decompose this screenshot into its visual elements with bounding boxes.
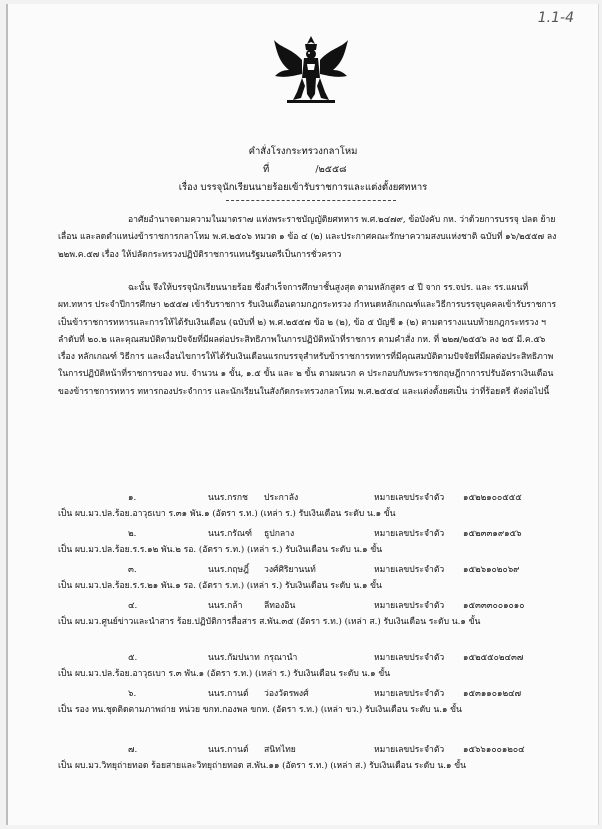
entry-detail: เป็น ผบ.มว.ปล.ร้อย.อาวุธเบา ร.๓๑ พัน.๑ (อัตรา ร.ท.) (เหล่า ร.) รับเงินเดือน ระดับ น.๑ ขั้น	[58, 509, 396, 519]
entry-id-label: หมายเลขประจำตัว	[374, 493, 445, 503]
entry-detail: เป็น ผบ.มว.ปล.ร้อย.ร.ร.๒๑ พัน.๑ รอ. (อัตรา ร.ท.) (เหล่า ร.) รับเงินเดือน ระดับ น.๑ ขั้น	[58, 581, 382, 591]
entry-name: นนร.กานต์	[208, 689, 249, 699]
appointee-entry	[58, 598, 558, 630]
appointee-entry	[58, 490, 558, 522]
entry-lastname: สนิทไทย	[264, 745, 296, 755]
entry-id: ๑๕๒๕๕๐๒๔๓๗	[463, 653, 524, 663]
appointee-entry	[58, 650, 558, 682]
entry-id-label: หมายเลขประจำตัว	[374, 653, 445, 663]
entry-detail: เป็น ผบ.มว.ปล.ร้อย.ร.ร.๑๒ พัน.๒ รอ. (อัตรา ร.ท.) (เหล่า ร.) รับเงินเดือน ระดับ น.๑ ขั้น	[58, 545, 383, 555]
appointee-entry	[58, 526, 558, 558]
entry-detail: เป็น รอง หน.ชุดติดตามภาพถ่าย หน่วย ขกท.กองพล ขกท. (อัตรา ร.ท.) (เหล่า ขว.) รับเงินเดือน ระดับ น.๑ ขั้น	[58, 705, 462, 715]
document-page	[6, 4, 599, 825]
entry-number: ๖.	[128, 689, 137, 699]
order-number-value: /๒๕๕๘	[315, 164, 347, 175]
order-subject: เรื่อง บรรจุนักเรียนนายร้อยเข้ารับราชการและแต่งตั้งยศทหาร	[178, 182, 428, 193]
entry-name: นนร.กฤษฎิ์	[208, 565, 249, 575]
entry-number: ๒.	[128, 529, 137, 539]
entry-id-label: หมายเลขประจำตัว	[374, 689, 445, 699]
entry-lastname: กรุณานำ	[264, 653, 298, 663]
entry-id-label: หมายเลขประจำตัว	[374, 745, 445, 755]
entry-id: ๑๕๒๖๑๐๒๐๖๙	[463, 565, 520, 575]
appointee-entry	[58, 686, 558, 718]
entry-number: ๑.	[128, 493, 137, 503]
garuda-emblem-icon	[271, 34, 351, 108]
entry-id: ๑๕๖๖๑๐๐๑๒๐๔	[463, 745, 525, 755]
entry-name: นนร.กรกช	[208, 493, 248, 503]
entry-lastname: ประกาลัง	[264, 493, 299, 503]
entry-id-label: หมายเลขประจำตัว	[374, 565, 445, 575]
order-number	[263, 162, 383, 177]
entry-name: นนร.กัมปนาท	[208, 653, 260, 663]
entry-detail: เป็น ผบ.มว.ศูนย์ข่าวและนำสาร ร้อย.ปฏิบัติการสื่อสาร ส.พัน.๓๕ (อัตรา ร.ท.) (เหล่า ส.) รับเงินเดือน ระดับ น.๑ ขั้น	[58, 617, 481, 627]
paragraph-authority: อาศัยอำนาจตามความในมาตรา๗ แห่งพระราชบัญญัติยศทหาร พ.ศ.๒๔๗๙, ข้อบังคับ กห. ว่าด้วยการบรรจุ ปลด ย้าย เลื่อน และลดตำแหน่งข้าราชการกลาโหม พ.ศ.๒๕๐๖ หมวด ๑ ข้อ ๔ (๒) และประกาศคณะรักษาความสงบแห่งชาติ ฉบับที่ ๑๖/๒๕๕๗ ลง ๒๒พ.ค.๕๗ เรื่อง ให้ปลัดกระทรวงปฏิบัติราชการแทนรัฐมนตรีเป็นการชั่วคราว	[58, 215, 557, 260]
order-issuer: คำสั่งโรงกระทรวงกลาโหม	[248, 146, 358, 157]
paragraph-appointment: ฉะนั้น จึงให้บรรจุนักเรียนนายร้อย ซึ่งสำเร็จการศึกษาชั้นสูงสุด ตามหลักสูตร ๔ ปี จาก รร.จปร. และ รร.แผนที่ ผท.ทหาร ประจำปีการศึกษา ๒๕๕๗ เข้ารับราชการ รับเงินเดือนตามกฎกระทรวง กำหนดหลักเกณฑ์และวิธีการบรรจุบุคคลเข้ารับราชการเป็นข้าราชการทหารและการให้ได้รับเงินเดือน (ฉบับที่ ๒) พ.ศ.๒๕๕๗ ข้อ ๒ (๒), ข้อ ๕ บัญชี ๑ (๒) ตามตารางแนบท้ายกฎกระทรวง ฯ ลำดับที่ ๒๐.๒ และคุณสมบัติตามปัจจัยที่มีผลต่อประสิทธิภาพในการปฏิบัติหน้าที่ราชการ ตามคำสั่ง กห. ที่ ๒๒๗/๒๕๕๖ ลง ๒๕ มี.ค.๕๖ เรื่อง หลักเกณฑ์ วิธีการ และเงื่อนไขการให้ได้รับเงินเดือนแรกบรรจุสำหรับข้าราชการทหารที่มีคุณสมบัติตามปัจจัยที่มีผลต่อประสิทธิภาพในการปฏิบัติหน้าที่ราชการของ ทบ. จำนวน ๑ ขั้น, ๑.๕ ขั้น และ ๒ ขั้น ตามผนวก ค ประกอบกับพระราชกฤษฎีกาการปรับอัตราเงินเดือนของข้าราชการทหาร ทหารกองประจำการ และนักเรียนในสังกัดกระทรวงกลาโหม พ.ศ.๒๕๕๔ และแต่งตั้งยศเป็น ว่าที่ร้อยตรี ดังต่อไปนี้	[58, 283, 557, 397]
entry-name: นนร.กรัณฑ์	[208, 529, 253, 539]
appointee-entry	[58, 562, 558, 594]
entry-number: ๔.	[128, 601, 138, 611]
entry-id: ๑๕๒๓๓๑๙๑๕๖	[463, 529, 522, 539]
entry-id: ๑๕๒๒๑๐๐๕๕๕	[463, 493, 522, 503]
entry-lastname: วงศ์ศิริยานนท์	[264, 565, 316, 575]
entry-id-label: หมายเลขประจำตัว	[374, 601, 445, 611]
entry-number: ๓.	[128, 565, 137, 575]
entry-name: นนร.กล้า	[208, 601, 243, 611]
appointee-entry	[58, 742, 558, 774]
entry-detail: เป็น ผบ.มว.ปล.ร้อย.อาวุธเบา ร.๓ พัน.๑ (อัตรา ร.ท.) (เหล่า ร.) รับเงินเดือน ระดับ น.๑ ขั้น	[58, 669, 391, 679]
entry-number: ๕.	[128, 653, 138, 663]
handwritten-page-note: 1.1-4	[537, 10, 574, 26]
divider	[226, 200, 396, 201]
entry-name: นนร.กานต์	[208, 745, 249, 755]
entry-detail: เป็น ผบ.มว.วิทยุถ่ายทอด ร้อยสายและวิทยุถ่ายทอด ส.พัน.๑๑ (อัตรา ร.ท.) (เหล่า ส.) รับเงินเดือน ระดับ น.๑ ขั้น	[58, 761, 466, 771]
entry-lastname: ลีทองอิน	[264, 601, 296, 611]
entry-lastname: ว่องวัตรพงศ์	[264, 689, 309, 699]
order-number-label: ที่	[263, 164, 270, 175]
entry-id: ๑๕๓๓๓๐๐๑๐๑๐	[463, 601, 525, 611]
entry-id: ๑๕๓๑๑๐๑๒๔๗	[463, 689, 522, 699]
entry-lastname: ธูปกลาง	[264, 529, 295, 539]
entry-number: ๗.	[128, 745, 138, 755]
entry-id-label: หมายเลขประจำตัว	[374, 529, 445, 539]
